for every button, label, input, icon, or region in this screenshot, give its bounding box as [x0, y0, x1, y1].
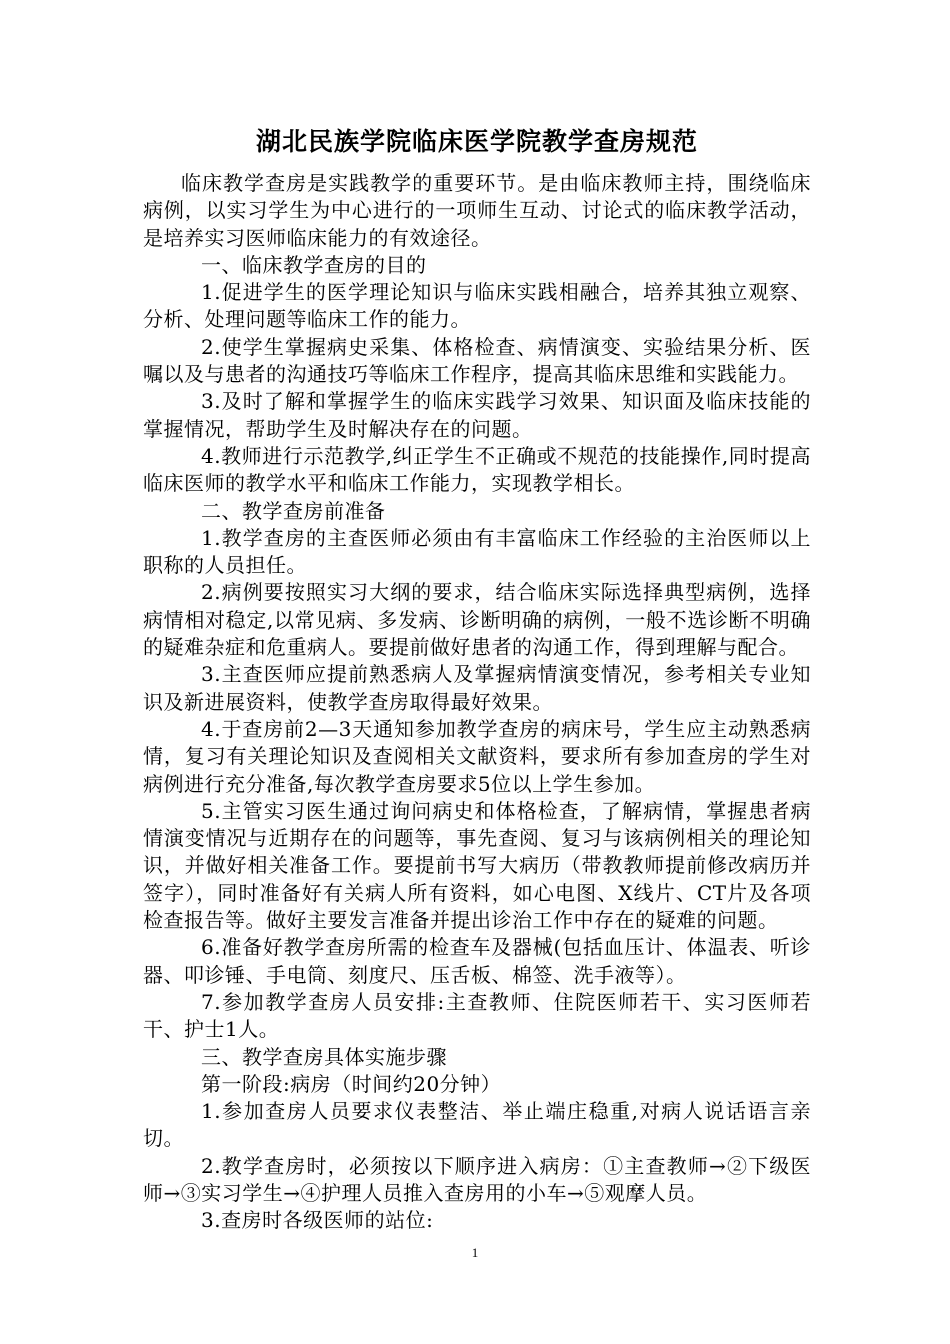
document-title: 湖北民族学院临床医学院教学查房规范: [255, 127, 698, 156]
section-1-heading: 一、临床教学查房的目的: [201, 252, 427, 277]
section-1-item: 4.教师进行示范教学,纠正学生不正确或不规范的技能操作,同时提高临床医师的教学水平和临床工作能力，实现教学相长。: [143, 443, 811, 496]
section-3-heading: 三、教学查房具体实施步骤: [201, 1044, 447, 1069]
section-1-item: 2.使学生掌握病史采集、体格检查、病情演变、实验结果分析、医嘱以及与患者的沟通技巧等临床工作程序，提高其临床思维和实践能力。: [143, 334, 811, 387]
section-2-item: 4.于查房前2—3天通知参加教学查房的病床号，学生应主动熟悉病情，复习有关理论知识及查阅相关文献资料，要求所有参加查房的学生对病例进行充分准备,每次教学查房要求5位以上学生参加。: [143, 716, 811, 796]
section-3-stage-heading: 第一阶段:病房（时间约20分钟）: [201, 1071, 502, 1096]
section-2-item: 3.主查医师应提前熟悉病人及掌握病情演变情况，参考相关专业知识及新进展资料，使教学查房取得最好效果。: [143, 662, 811, 714]
section-2-item: 1.教学查房的主查医师必须由有丰富临床工作经验的主治医师以上职称的人员担任。: [143, 525, 811, 578]
page-number: 1: [471, 1245, 479, 1260]
section-2-item: 5.主管实习医生通过询问病史和体格检查，了解病情，掌握患者病情演变情况与近期存在的问题等，事先查阅、复习与该病例相关的理论知识，并做好相关准备工作。要提前书写大病历（带教教师提前修改病历并签字），同时准备好有关病人所有资料，如心电图、X线片、CT片及各项检查报告等。做好主要发言准备并提出诊治工作中存在的疑难的问题。: [143, 798, 811, 933]
section-1-item: 1.促进学生的医学理论知识与临床实践相融合，培养其独立观察、分析、处理问题等临床工作的能力。: [143, 280, 811, 332]
section-2-item: 2.病例要按照实习大纲的要求，结合临床实际选择典型病例，选择病情相对稳定,以常见病、多发病、诊断明确的病例，一般不选诊断不明确的疑难杂症和危重病人。要提前做好患者的沟通工作，得到理解与配合。: [143, 580, 811, 660]
document-body: [143, 124, 811, 1235]
section-2-item: 7.参加教学查房人员安排:主查教师、住院医师若干、实习医师若干、护士1人。: [143, 989, 811, 1042]
section-2-heading: 二、教学查房前准备: [201, 498, 386, 523]
section-2-item: 6.准备好教学查房所需的检查车及器械(包括血压计、体温表、听诊器、叩诊锤、手电筒、刻度尺、压舌板、棉签、洗手液等）。: [143, 935, 811, 987]
section-3-item: 1.参加查房人员要求仪表整洁、举止端庄稳重,对病人说话语言亲切。: [143, 1099, 811, 1151]
section-3-item: 2.教学查房时，必须按以下顺序进入病房：①主查教师→②下级医师→③实习学生→④护理人员推入查房用的小车→⑤观摩人员。: [143, 1153, 811, 1205]
section-1-item: 3.及时了解和掌握学生的临床实践学习效果、知识面及临床技能的掌握情况，帮助学生及时解决存在的问题。: [143, 389, 811, 441]
section-3-item: 3.查房时各级医师的站位:: [201, 1208, 434, 1233]
intro-paragraph: 临床教学查房是实践教学的重要环节。是由临床教师主持，围绕临床病例，以实习学生为中心进行的一项师生互动、讨论式的临床教学活动，是培养实习医师临床能力的有效途径。: [143, 171, 811, 250]
